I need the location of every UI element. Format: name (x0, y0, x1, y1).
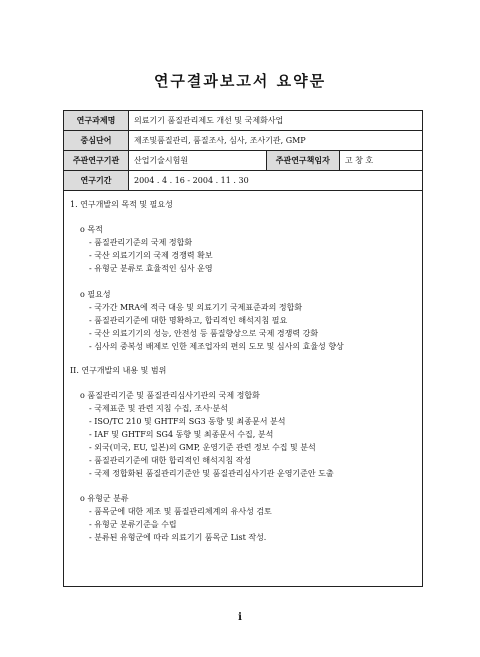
table-row (64, 151, 423, 171)
page-number: i (238, 612, 242, 623)
list-item: - 외국(미국, EU, 일본)의 GMP, 운영기준 관련 정보 수집 및 분석 (89, 443, 316, 452)
list-item: - 품목군에 대한 제조 및 품질관리체계의 유사성 검토 (89, 507, 272, 516)
page-title: 연구결과보고서 요약문 (153, 72, 327, 90)
section-1-title: 1. 연구개발의 목적 및 필요성 (70, 200, 173, 209)
list-item: - 국제표준 및 관련 지침 수집, 조사·분석 (89, 404, 228, 413)
summary-body (63, 190, 423, 587)
table-row (64, 131, 423, 151)
keywords-value: 제조및품질관리, 품질조사, 심사, 조사기관, GMP (129, 131, 423, 151)
list-item: - 심사의 중복성 배제로 인한 제조업자의 편의 도모 및 심사의 효율성 향상 (89, 342, 344, 351)
section-2-title: II. 연구개발의 내용 및 범위 (70, 366, 167, 375)
table-row (64, 111, 423, 131)
lead-researcher-label: 주관연구책임자 (266, 151, 339, 171)
list-item: - 국산 의료기기의 성능, 안전성 등 품질향상으로 국제 경쟁력 강화 (89, 329, 319, 338)
list-item: - 국가간 MRA에 적극 대응 및 의료기기 국제표준과의 정합화 (89, 303, 303, 312)
list-item: - 국산 의료기기의 국제 경쟁력 확보 (89, 251, 213, 260)
keywords-label: 중심단어 (64, 131, 129, 151)
section-2b-title: o 유형군 분류 (80, 494, 129, 503)
list-item: - 분류된 유형군에 따라 의료기기 품목군 List 작성. (89, 533, 267, 542)
list-item: - 유형군 분류로 효율적인 심사 운영 (89, 264, 213, 273)
table-row (64, 171, 423, 191)
section-1a-title: o 목적 (80, 225, 103, 234)
lead-researcher-value: 고 창 호 (339, 151, 422, 171)
list-item: - 국제 정합화된 품질관리기준안 및 품질관리심사기관 운영기준안 도출 (89, 469, 334, 478)
lead-institution-value: 산업기술시험원 (129, 151, 267, 171)
list-item: - ISO/TC 210 및 GHTF의 SG3 동향 및 최종문서 분석 (89, 417, 286, 426)
list-item: - 품질관리기준의 국제 정합화 (89, 238, 193, 247)
project-name-value: 의료기기 품질관리제도 개선 및 국제화사업 (129, 111, 423, 131)
section-1b-title: o 필요성 (80, 290, 111, 299)
lead-institution-label: 주관연구기관 (64, 151, 129, 171)
section-2a-title: o 품질관리기준 및 품질관리심사기관의 국제 정합화 (80, 391, 260, 400)
list-item: - IAF 및 GHTF의 SG4 동향 및 최종문서 수집, 분석 (89, 430, 274, 439)
project-name-label: 연구과제명 (64, 111, 129, 131)
summary-info-table (63, 110, 423, 191)
list-item: - 유형군 분류기준을 수립 (89, 520, 177, 529)
research-period-label: 연구기간 (64, 171, 129, 191)
list-item: - 품질관리기준에 대한 명확하고, 합리적인 해석지침 필요 (89, 316, 288, 325)
research-period-value: 2004 . 4 . 16 - 2004 . 11 . 30 (129, 171, 423, 191)
list-item: - 품질관리기준에 대한 합리적인 해석지침 작성 (89, 456, 252, 465)
